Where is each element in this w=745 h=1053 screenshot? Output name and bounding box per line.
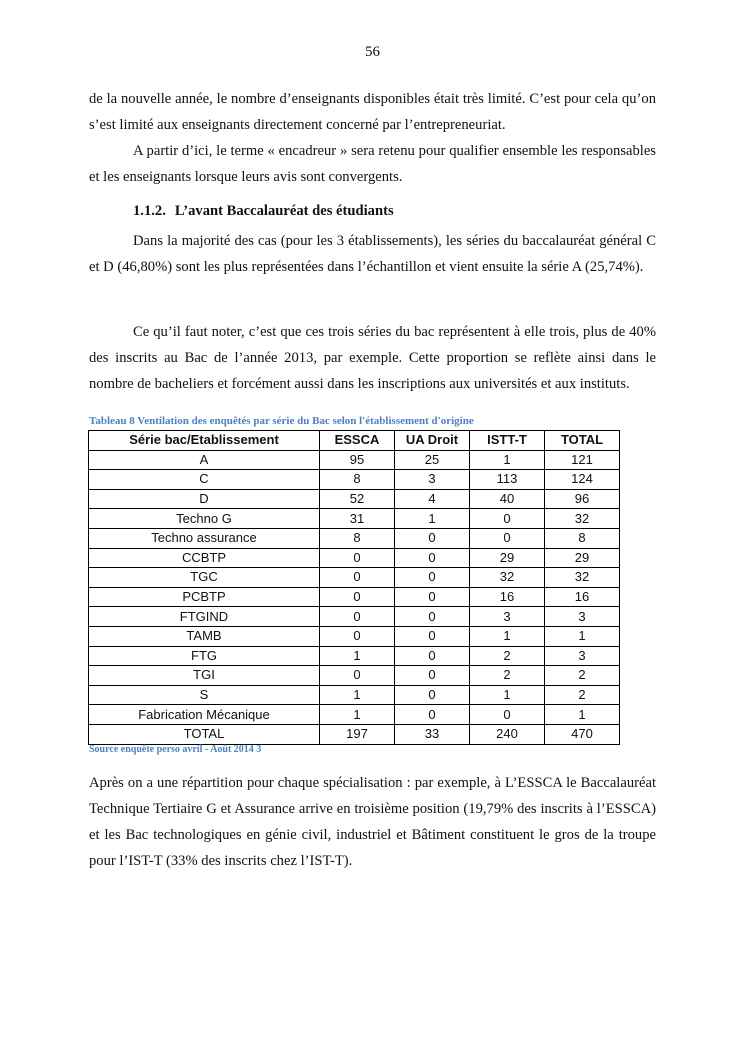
table-row xyxy=(89,626,620,646)
table-row xyxy=(89,646,620,666)
table-row xyxy=(89,509,620,529)
value-cell: 0 xyxy=(395,705,470,725)
value-cell: 1 xyxy=(320,685,395,705)
paragraph-repartition: Après on a une répartition pour chaque spécialisation : par exemple, à L’ESSCA le Baccalauréat Technique Tertiaire G et Assurance arrive en troisième position (19,79% des inscrits à l’ESSCA) et les Bac technologiques en génie civil, industriel et Bâtiment constituent le gros de la troupe pour l’IST-T (33% des inscrits chez l’IST-T). xyxy=(89,775,656,869)
value-cell: 31 xyxy=(320,509,395,529)
paragraph-note: Ce qu’il faut noter, c’est que ces trois séries du bac représentent à elle trois, plus de 40% des inscrits au Bac de l’année 2013, par exemple. Cette proportion se reflète ainsi dans le nombre de bacheliers et forcément aussi dans les inscriptions aux universités et aux instituts. xyxy=(89,324,656,392)
value-cell: 96 xyxy=(545,489,620,509)
value-cell: 0 xyxy=(395,685,470,705)
header-serie: Série bac/Etablissement xyxy=(89,431,320,451)
value-cell: 25 xyxy=(395,450,470,470)
value-cell: 0 xyxy=(320,626,395,646)
series-table xyxy=(88,430,620,745)
row-label-cell: TGC xyxy=(89,568,320,588)
table-row xyxy=(89,450,620,470)
value-cell: 0 xyxy=(395,646,470,666)
value-cell: 16 xyxy=(545,587,620,607)
row-label-cell: C xyxy=(89,470,320,490)
value-cell: 16 xyxy=(470,587,545,607)
row-label-cell: TGI xyxy=(89,666,320,686)
value-cell: 1 xyxy=(320,646,395,666)
value-cell: 2 xyxy=(470,666,545,686)
section-heading xyxy=(133,203,394,220)
row-label-cell: Techno G xyxy=(89,509,320,529)
value-cell: 33 xyxy=(395,724,470,744)
value-cell: 0 xyxy=(320,607,395,627)
value-cell: 95 xyxy=(320,450,395,470)
table-row xyxy=(89,705,620,725)
value-cell: 3 xyxy=(395,470,470,490)
value-cell: 2 xyxy=(470,646,545,666)
value-cell: 0 xyxy=(395,548,470,568)
value-cell: 29 xyxy=(545,548,620,568)
value-cell: 0 xyxy=(395,587,470,607)
value-cell: 113 xyxy=(470,470,545,490)
section-number: 1.1.2. xyxy=(133,203,166,219)
header-istt: ISTT-T xyxy=(470,431,545,451)
value-cell: 0 xyxy=(320,548,395,568)
table-row xyxy=(89,568,620,588)
value-cell: 0 xyxy=(395,666,470,686)
value-cell: 0 xyxy=(395,528,470,548)
row-label-cell: D xyxy=(89,489,320,509)
table-row xyxy=(89,528,620,548)
value-cell: 3 xyxy=(545,646,620,666)
table-row xyxy=(89,548,620,568)
table-source: Source enquête perso avril - Août 2014 3 xyxy=(89,744,262,755)
value-cell: 0 xyxy=(470,509,545,529)
table-row xyxy=(89,666,620,686)
table-row xyxy=(89,489,620,509)
paragraph-enseignants: de la nouvelle année, le nombre d’enseignants disponibles était très limité. C’est pour cela qu’on s’est limité aux enseignants directement concerné par l’entrepreneuriat. xyxy=(89,91,656,133)
value-cell: 4 xyxy=(395,489,470,509)
value-cell: 2 xyxy=(545,685,620,705)
value-cell: 0 xyxy=(395,626,470,646)
page-number: 56 xyxy=(365,44,380,60)
value-cell: 8 xyxy=(320,528,395,548)
value-cell: 2 xyxy=(545,666,620,686)
row-label-cell: PCBTP xyxy=(89,587,320,607)
table-caption: Tableau 8 Ventilation des enquêtés par série du Bac selon l'établissement d'origine xyxy=(89,415,474,427)
value-cell: 32 xyxy=(470,568,545,588)
value-cell: 1 xyxy=(395,509,470,529)
row-label-cell: TOTAL xyxy=(89,724,320,744)
value-cell: 470 xyxy=(545,724,620,744)
section-title: L’avant Baccalauréat des étudiants xyxy=(174,203,394,219)
table-row xyxy=(89,724,620,744)
value-cell: 124 xyxy=(545,470,620,490)
table-body xyxy=(89,450,620,744)
value-cell: 0 xyxy=(320,666,395,686)
header-total: TOTAL xyxy=(545,431,620,451)
value-cell: 1 xyxy=(320,705,395,725)
value-cell: 0 xyxy=(320,587,395,607)
table-row xyxy=(89,587,620,607)
value-cell: 32 xyxy=(545,568,620,588)
value-cell: 29 xyxy=(470,548,545,568)
value-cell: 0 xyxy=(470,705,545,725)
row-label-cell: CCBTP xyxy=(89,548,320,568)
value-cell: 0 xyxy=(320,568,395,588)
value-cell: 1 xyxy=(470,685,545,705)
row-label-cell: Fabrication Mécanique xyxy=(89,705,320,725)
value-cell: 52 xyxy=(320,489,395,509)
row-label-cell: TAMB xyxy=(89,626,320,646)
value-cell: 1 xyxy=(545,705,620,725)
table-header-row xyxy=(89,431,620,451)
paragraph-encadreur: A partir d’ici, le terme « encadreur » sera retenu pour qualifier ensemble les responsables et les enseignants lorsque leurs avis sont convergents. xyxy=(89,143,656,185)
value-cell: 1 xyxy=(545,626,620,646)
row-label-cell: S xyxy=(89,685,320,705)
value-cell: 8 xyxy=(545,528,620,548)
paragraph-series: Dans la majorité des cas (pour les 3 établissements), les séries du baccalauréat général C et D (46,80%) sont les plus représentées dans l’échantillon et vient ensuite la série A (25,74%). xyxy=(89,233,656,275)
header-essca: ESSCA xyxy=(320,431,395,451)
value-cell: 32 xyxy=(545,509,620,529)
value-cell: 8 xyxy=(320,470,395,490)
table-row xyxy=(89,607,620,627)
value-cell: 240 xyxy=(470,724,545,744)
row-label-cell: Techno assurance xyxy=(89,528,320,548)
value-cell: 0 xyxy=(395,607,470,627)
table-row xyxy=(89,470,620,490)
value-cell: 40 xyxy=(470,489,545,509)
value-cell: 0 xyxy=(470,528,545,548)
value-cell: 1 xyxy=(470,626,545,646)
value-cell: 121 xyxy=(545,450,620,470)
value-cell: 197 xyxy=(320,724,395,744)
header-ua-droit: UA Droit xyxy=(395,431,470,451)
value-cell: 1 xyxy=(470,450,545,470)
table-row xyxy=(89,685,620,705)
value-cell: 3 xyxy=(545,607,620,627)
row-label-cell: FTG xyxy=(89,646,320,666)
value-cell: 0 xyxy=(395,568,470,588)
row-label-cell: A xyxy=(89,450,320,470)
value-cell: 3 xyxy=(470,607,545,627)
row-label-cell: FTGIND xyxy=(89,607,320,627)
